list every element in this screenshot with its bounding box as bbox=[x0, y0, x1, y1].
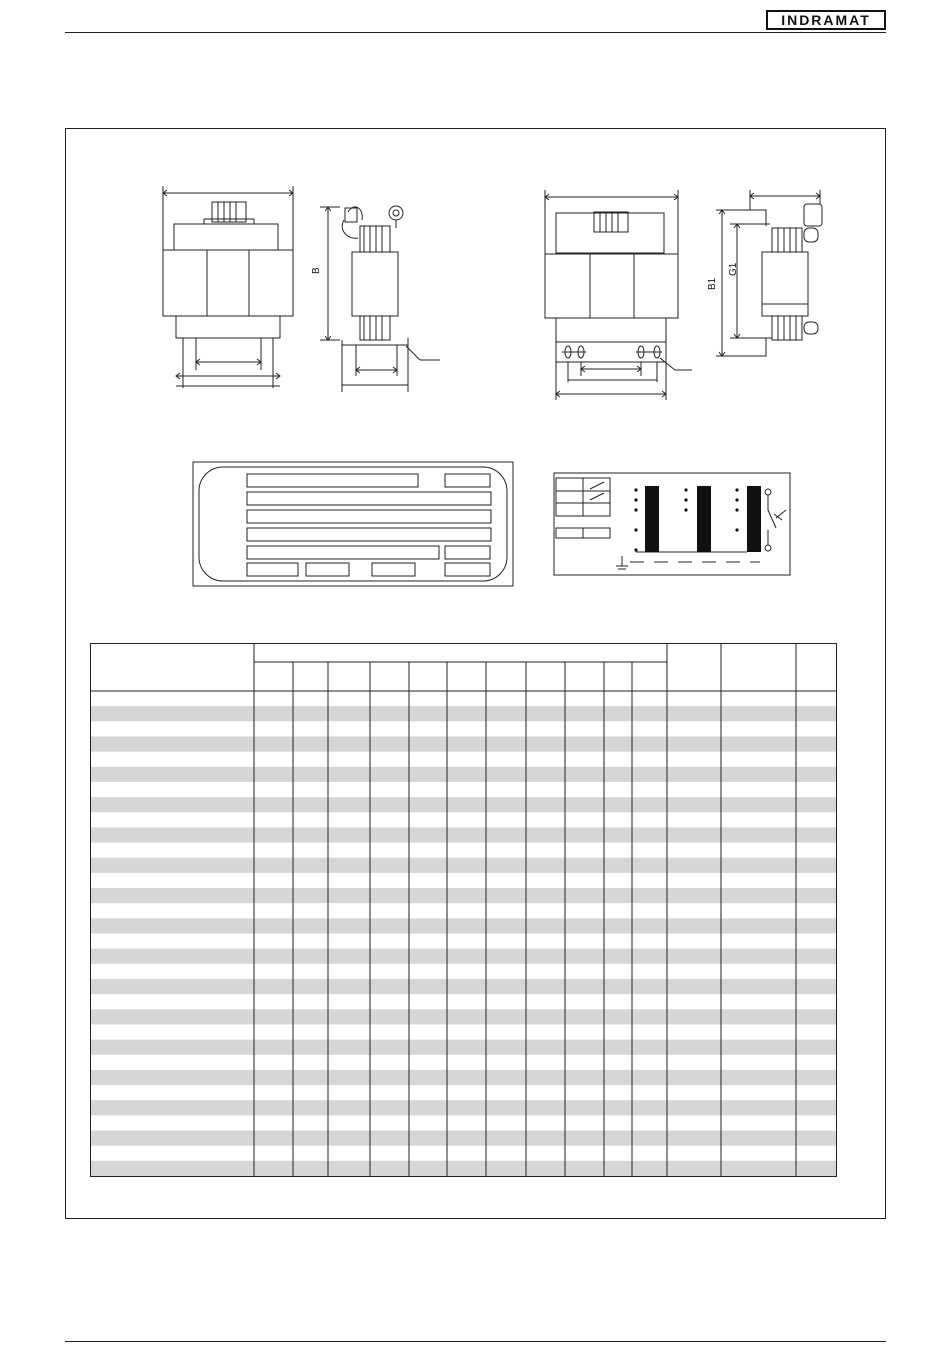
table-row-stripe bbox=[91, 827, 836, 842]
table-row-stripe bbox=[91, 1100, 836, 1115]
dimension-label-g1: G1 bbox=[728, 262, 739, 276]
table-row-stripe bbox=[91, 1040, 836, 1055]
transformer-front-view-2 bbox=[545, 190, 692, 400]
indramat-logo: INDRAMAT bbox=[766, 10, 886, 30]
table-row-stripe bbox=[91, 949, 836, 964]
table-row-stripe bbox=[91, 706, 836, 721]
dimension-label-b: B bbox=[311, 267, 322, 274]
data-table-grid bbox=[91, 644, 837, 1177]
transformer-side-view-1 bbox=[320, 206, 440, 392]
footer-rule bbox=[65, 1341, 886, 1342]
table-row-stripe bbox=[91, 1070, 836, 1085]
table-row-stripe bbox=[91, 767, 836, 782]
table-row-stripe bbox=[91, 888, 836, 903]
table-row-stripe bbox=[91, 736, 836, 751]
table-row-stripe bbox=[91, 918, 836, 933]
table-row-stripe bbox=[91, 797, 836, 812]
dimension-label-b1: B1 bbox=[707, 277, 718, 290]
transformer-front-view-1 bbox=[163, 186, 293, 388]
data-table bbox=[90, 643, 837, 1177]
drawings-svg bbox=[0, 0, 950, 640]
table-row-stripe bbox=[91, 1161, 836, 1176]
table-row-stripe bbox=[91, 1131, 836, 1146]
circuit-cores bbox=[645, 486, 761, 552]
table-row-stripe bbox=[91, 979, 836, 994]
table-row-stripe bbox=[91, 858, 836, 873]
table-row-stripe bbox=[91, 1009, 836, 1024]
rating-plate-drawing bbox=[193, 462, 513, 586]
